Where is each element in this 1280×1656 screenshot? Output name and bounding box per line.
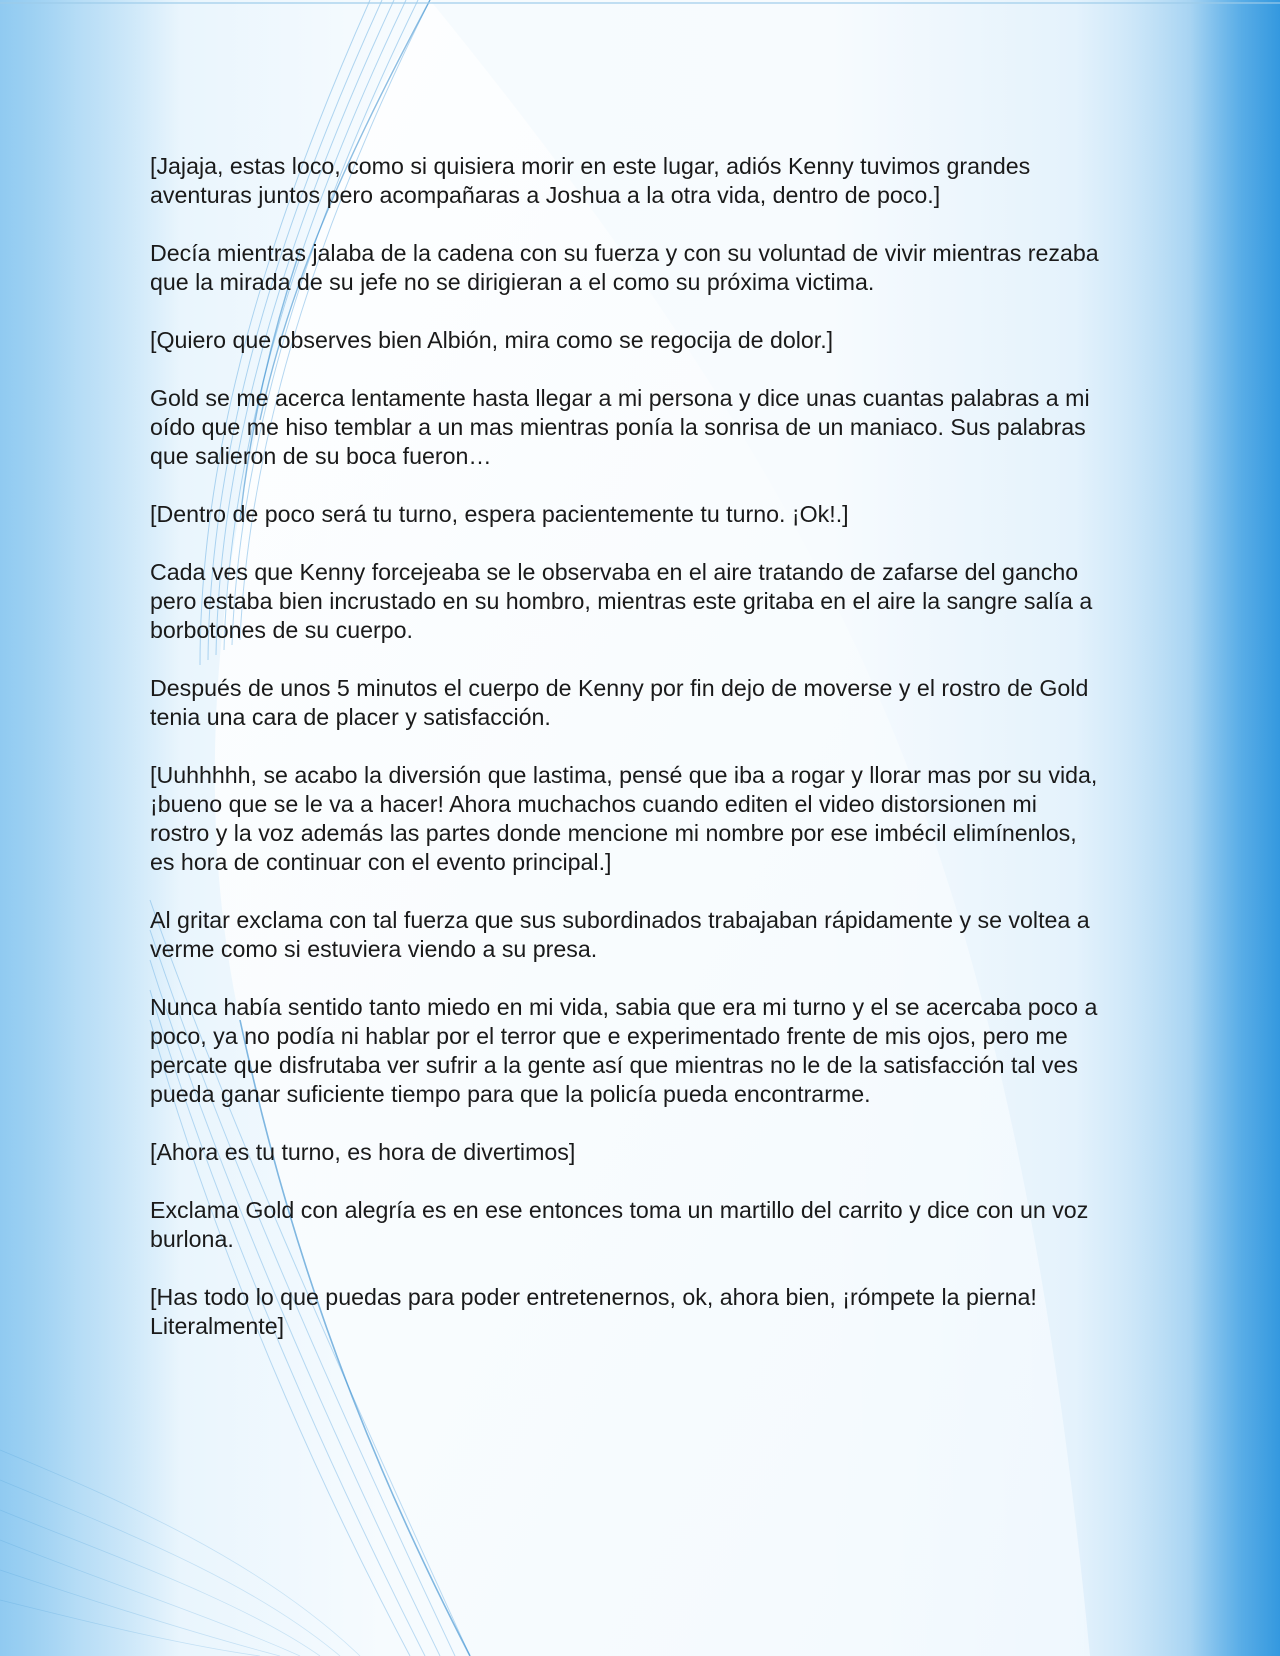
paragraph: Cada ves que Kenny forcejeaba se le observaba en el aire tratando de zafarse del gancho pero estaba bien incrustado en su hombro, mientras este gritaba en el aire la sangre salía a borbotones de su cuerpo. <box>150 559 1093 643</box>
paragraph: Después de unos 5 minutos el cuerpo de Kenny por fin dejo de moverse y el rostro de Gold tenia una cara de placer y satisfacción. <box>150 675 1089 730</box>
paragraph: Nunca había sentido tanto miedo en mi vida, sabia que era mi turno y el se acercaba poco a poco, ya no podía ni hablar por el terror que e experimentado frente de mis ojos, pero me percate que disfrutaba ver sufrir a la gente así que mientras no le de la satisfacción tal ves pueda ganar suficiente tiempo para que la policía pueda encontrarme. <box>150 994 1098 1107</box>
paragraph: Al gritar exclama con tal fuerza que sus subordinados trabajaban rápidamente y se voltea a verme como si estuviera viendo a su presa. <box>150 907 1090 962</box>
paragraph: [Quiero que observes bien Albión, mira como se regocija de dolor.] <box>150 327 834 353</box>
paragraph: [Has todo lo que puedas para poder entretenernos, ok, ahora bien, ¡rómpete la pierna! Literalmente] <box>150 1284 1037 1339</box>
paragraph: Exclama Gold con alegría es en ese entonces toma un martillo del carrito y dice con un voz burlona. <box>150 1197 1089 1252</box>
paragraph: Decía mientras jalaba de la cadena con su fuerza y con su voluntad de vivir mientras rezaba que la mirada de su jefe no se dirigieran a el como su próxima victima. <box>150 240 1099 295</box>
document-body <box>150 152 1100 1370</box>
paragraph: [Ahora es tu turno, es hora de divertimos] <box>150 1139 576 1165</box>
paragraph: [Dentro de poco será tu turno, espera pacientemente tu turno. ¡Ok!.] <box>150 501 849 527</box>
paragraph: [Uuhhhhh, se acabo la diversión que lastima, pensé que iba a rogar y llorar mas por su vida, ¡bueno que se le va a hacer! Ahora muchachos cuando editen el video distorsionen mi rostro y la voz además las partes donde mencione mi nombre por ese imbécil elimínenlos, es hora de continuar con el evento principal.] <box>150 762 1098 875</box>
paragraph: Gold se me acerca lentamente hasta llegar a mi persona y dice unas cuantas palabras a mi oído que me hiso temblar a un mas mientras ponía la sonrisa de un maniaco. Sus palabras que salieron de su boca fueron… <box>150 385 1090 469</box>
paragraph: [Jajaja, estas loco, como si quisiera morir en este lugar, adiós Kenny tuvimos grandes aventuras juntos pero acompañaras a Joshua a la otra vida, dentro de poco.] <box>150 153 1031 208</box>
